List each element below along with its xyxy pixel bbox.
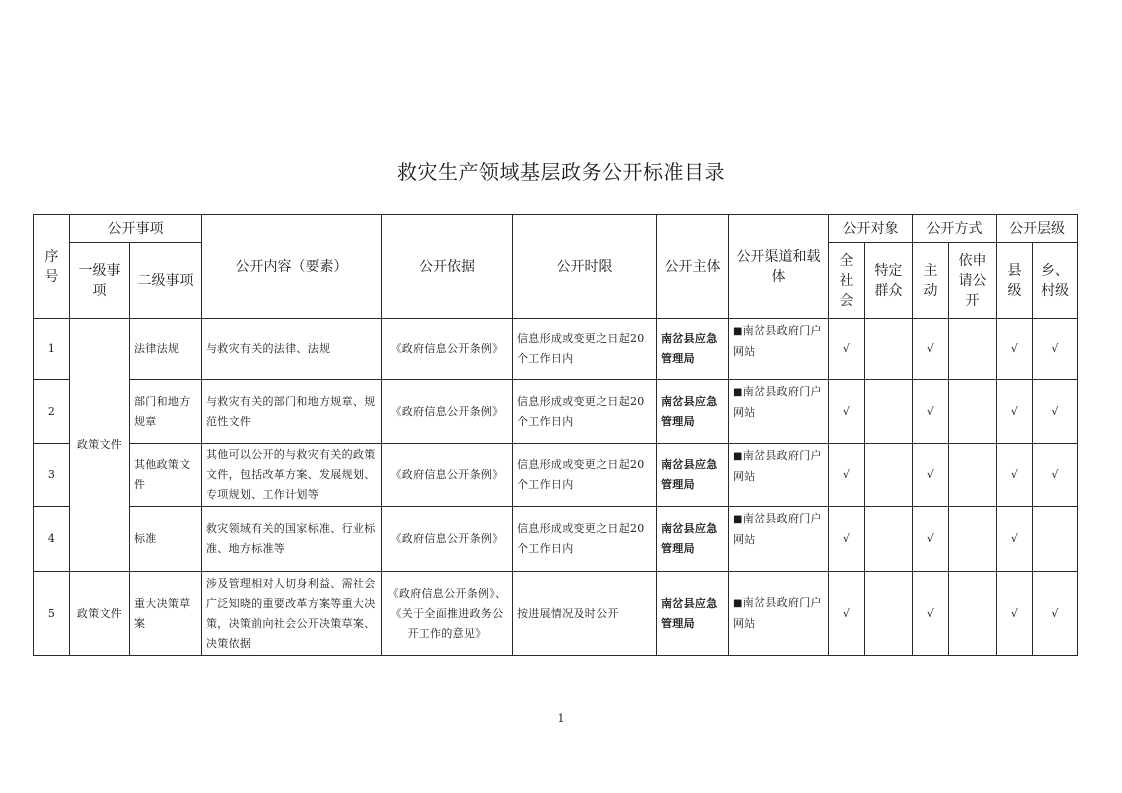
check-audience-specific: [865, 319, 913, 380]
header-audience-specific: 特定群众: [865, 243, 913, 319]
header-channel: 公开渠道和载体: [729, 215, 829, 319]
header-content: 公开内容（要素）: [202, 215, 382, 319]
row-time-limit: 信息形成或变更之日起20个工作日内: [513, 380, 657, 444]
group-label: 政策文件: [70, 572, 130, 656]
check-method-request: [949, 444, 997, 507]
catalog-table: [33, 214, 1078, 656]
check-level-county: √: [997, 444, 1033, 507]
table-row: [34, 380, 1078, 444]
row-channel: [729, 380, 829, 444]
row-time-limit: 信息形成或变更之日起20个工作日内: [513, 507, 657, 572]
square-bullet-icon: ■: [733, 387, 743, 398]
row-subject: 南岔县应急管理局: [657, 444, 729, 507]
square-bullet-icon: ■: [733, 598, 743, 609]
row-channel-text: 南岔县政府门户网站: [733, 596, 822, 630]
check-method-active: √: [913, 319, 949, 380]
check-method-request: [949, 507, 997, 572]
row-channel: [729, 572, 829, 656]
row-level2: 其他政策文件: [130, 444, 202, 507]
check-method-request: [949, 319, 997, 380]
table-row: [34, 572, 1078, 656]
check-audience-all: √: [829, 444, 865, 507]
table-row: [34, 319, 1078, 380]
header-subject: 公开主体: [657, 215, 729, 319]
check-method-active: √: [913, 572, 949, 656]
header-level1: 一级事项: [70, 243, 130, 319]
check-method-request: [949, 572, 997, 656]
header-row-1: [34, 215, 1078, 243]
row-level2: 部门和地方规章: [130, 380, 202, 444]
check-method-active: √: [913, 444, 949, 507]
page-title: 救灾生产领域基层政务公开标准目录: [397, 160, 725, 184]
check-method-request: [949, 380, 997, 444]
header-audience-all: 全社会: [829, 243, 865, 319]
row-basis: 《政府信息公开条例》: [382, 507, 513, 572]
row-basis: 《政府信息公开条例》、《关于全面推进政务公开工作的意见》: [382, 572, 513, 656]
row-channel-text: 南岔县政府门户网站: [733, 385, 822, 419]
row-content: 救灾领域有关的国家标准、行业标准、地方标准等: [202, 507, 382, 572]
row-seq: 1: [34, 319, 70, 380]
row-channel-text: 南岔县政府门户网站: [733, 449, 822, 483]
row-channel: [729, 319, 829, 380]
header-method-request: 依申请公开: [949, 243, 997, 319]
header-time-limit: 公开时限: [513, 215, 657, 319]
header-audience: 公开对象: [829, 215, 913, 243]
row-subject: 南岔县应急管理局: [657, 507, 729, 572]
check-method-active: √: [913, 507, 949, 572]
group-label: 政策文件: [70, 319, 130, 572]
square-bullet-icon: ■: [733, 326, 743, 337]
check-level-county: √: [997, 319, 1033, 380]
row-channel-text: 南岔县政府门户网站: [733, 512, 822, 546]
row-subject: 南岔县应急管理局: [657, 319, 729, 380]
row-seq: 5: [34, 572, 70, 656]
check-level-town: [1033, 507, 1078, 572]
square-bullet-icon: ■: [733, 514, 743, 525]
check-method-active: √: [913, 380, 949, 444]
page-number: 1: [557, 712, 565, 725]
check-audience-all: √: [829, 572, 865, 656]
header-level2: 二级事项: [130, 243, 202, 319]
header-seq: 序号: [34, 215, 70, 319]
header-level-town: 乡、村级: [1033, 243, 1078, 319]
row-basis: 《政府信息公开条例》: [382, 444, 513, 507]
square-bullet-icon: ■: [733, 451, 743, 462]
row-subject: 南岔县应急管理局: [657, 572, 729, 656]
check-audience-specific: [865, 507, 913, 572]
header-method-active: 主动: [913, 243, 949, 319]
check-level-county: √: [997, 572, 1033, 656]
row-basis: 《政府信息公开条例》: [382, 380, 513, 444]
row-seq: 3: [34, 444, 70, 507]
header-basis: 公开依据: [382, 215, 513, 319]
check-level-town: √: [1033, 319, 1078, 380]
check-audience-all: √: [829, 380, 865, 444]
check-level-town: √: [1033, 572, 1078, 656]
table-row: [34, 444, 1078, 507]
check-audience-all: √: [829, 507, 865, 572]
row-level2: 标准: [130, 507, 202, 572]
row-basis: 《政府信息公开条例》: [382, 319, 513, 380]
check-audience-specific: [865, 380, 913, 444]
check-level-town: √: [1033, 380, 1078, 444]
row-level2: 法律法规: [130, 319, 202, 380]
header-method: 公开方式: [913, 215, 997, 243]
row-seq: 4: [34, 507, 70, 572]
row-channel-text: 南岔县政府门户网站: [733, 324, 822, 358]
check-level-county: √: [997, 507, 1033, 572]
check-level-county: √: [997, 380, 1033, 444]
row-content: 涉及管理相对人切身利益、需社会广泛知晓的重要改革方案等重大决策，决策前向社会公开决策草案、决策依据: [202, 572, 382, 656]
header-matter: 公开事项: [70, 215, 202, 243]
check-audience-specific: [865, 444, 913, 507]
table-row: [34, 507, 1078, 572]
row-content: 与救灾有关的法律、法规: [202, 319, 382, 380]
row-content: 其他可以公开的与救灾有关的政策文件，包括改革方案、发展规划、专项规划、工作计划等: [202, 444, 382, 507]
row-channel: [729, 444, 829, 507]
row-time-limit: 按进展情况及时公开: [513, 572, 657, 656]
row-time-limit: 信息形成或变更之日起20个工作日内: [513, 444, 657, 507]
header-level-county: 县级: [997, 243, 1033, 319]
check-level-town: √: [1033, 444, 1078, 507]
row-seq: 2: [34, 380, 70, 444]
row-content: 与救灾有关的部门和地方规章、规范性文件: [202, 380, 382, 444]
row-time-limit: 信息形成或变更之日起20个工作日内: [513, 319, 657, 380]
row-channel: [729, 507, 829, 572]
check-audience-specific: [865, 572, 913, 656]
row-subject: 南岔县应急管理局: [657, 380, 729, 444]
row-level2: 重大决策草案: [130, 572, 202, 656]
header-level: 公开层级: [997, 215, 1078, 243]
check-audience-all: √: [829, 319, 865, 380]
